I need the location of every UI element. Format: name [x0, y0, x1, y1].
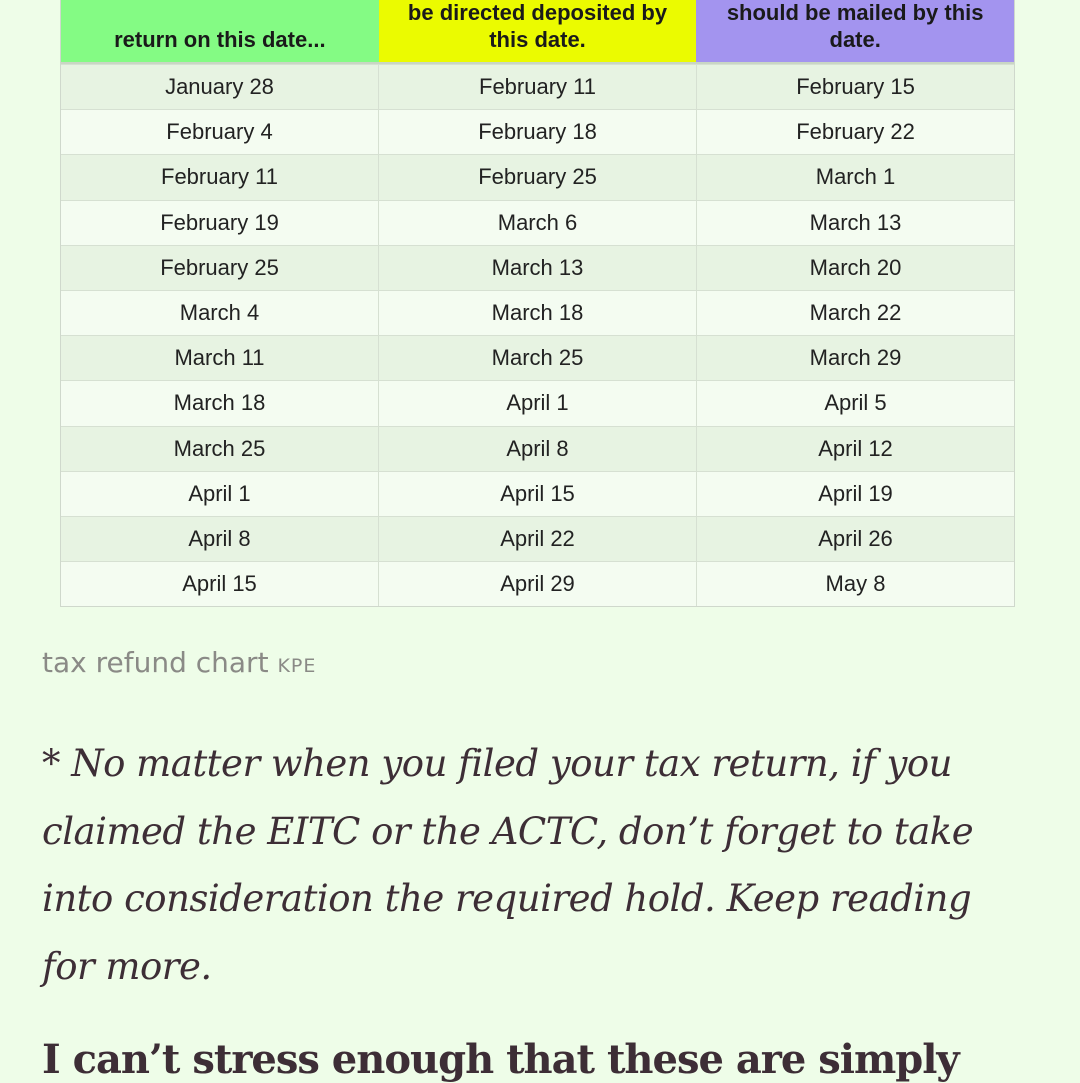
table-cell: April 15 [378, 472, 696, 516]
table-cell: February 25 [160, 254, 279, 280]
table-cell: February 4 [166, 119, 273, 145]
table-cell: March 1 [696, 155, 1014, 199]
table-cell: April 29 [378, 562, 696, 606]
caption-text: tax refund chart [42, 646, 269, 679]
table-cell: February 11 [378, 65, 696, 109]
table-row [61, 154, 1014, 199]
eitc-note: * No matter when you filed your tax return, if you claimed the EITC or the ACTC, don’t forget to take into consideration the required hold. Keep reading for more. [42, 742, 974, 988]
table-cell: January 28 [165, 74, 274, 100]
table-cell: March 18 [173, 390, 266, 416]
table-cell: February 11 [161, 164, 278, 190]
bold-paragraph: I can’t stress enough that these are simply [42, 1036, 959, 1083]
table-cell: March 13 [696, 201, 1014, 245]
table-row [61, 516, 1014, 561]
table-cell: February 25 [378, 155, 696, 199]
table-cell: March 29 [696, 336, 1014, 380]
table-cell: March 25 [173, 435, 266, 461]
table-cell: February 18 [378, 110, 696, 154]
table-cell: March 4 [179, 300, 260, 326]
table-cell: April 26 [696, 517, 1014, 561]
header-mailed-check: should be mailed by this date. [696, 0, 1014, 62]
table-cell: April 22 [378, 517, 696, 561]
table-row [61, 380, 1014, 425]
header-direct-deposit: be directed deposited by this date. [379, 0, 697, 62]
table-header [61, 0, 1014, 64]
table-cell: February 22 [696, 110, 1014, 154]
table-cell: April 1 [188, 480, 251, 506]
table-row [61, 561, 1014, 606]
table-row [61, 290, 1014, 335]
caption-source: KPE [277, 655, 317, 677]
table-cell: March 22 [696, 291, 1014, 335]
table-cell: April 15 [182, 571, 257, 597]
table-body [61, 64, 1014, 606]
table-row [61, 335, 1014, 380]
table-cell: April 8 [188, 525, 251, 551]
table-row [61, 245, 1014, 290]
table-cell: March 13 [378, 246, 696, 290]
table-row [61, 200, 1014, 245]
image-caption [42, 646, 316, 679]
table-cell: March 18 [378, 291, 696, 335]
table-cell: March 11 [174, 345, 265, 371]
table-cell: April 1 [378, 381, 696, 425]
table-cell: March 6 [378, 201, 696, 245]
header-efile-date: return on this date... [61, 0, 379, 62]
table-cell: February 19 [160, 209, 279, 235]
table-cell: February 15 [696, 65, 1014, 109]
table-row [61, 64, 1014, 109]
table-row [61, 109, 1014, 154]
table-cell: April 5 [696, 381, 1014, 425]
table-cell: March 25 [378, 336, 696, 380]
table-cell: April 8 [378, 427, 696, 471]
table-cell: May 8 [696, 562, 1014, 606]
table-cell: April 19 [696, 472, 1014, 516]
table-cell: March 20 [696, 246, 1014, 290]
tax-refund-table [60, 0, 1015, 607]
table-cell: April 12 [696, 427, 1014, 471]
table-row [61, 471, 1014, 516]
table-row [61, 426, 1014, 471]
